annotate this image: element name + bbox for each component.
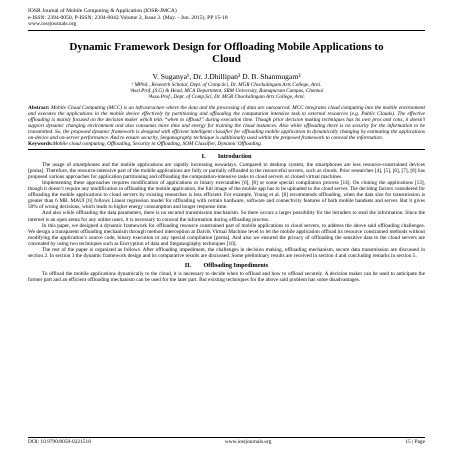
- paragraph: Implementing these approaches requires modification of applications or binary executables [6], [8] or some special compilation process [14]. On cloning the applications [13], though it doesn’t require any modification in offloading the mobile application, the full image of the mobile app has to be uploaded to the cloud server. The deciding factors considered for offloading the mobile applications to cloud servers by existing researches is less efficient. For example, Young et al. [8] recommends offloading, when the data size for transmission is greater than 6 MB. MAUI [6] follows Linear regression model for offloading with certain hardware, software and connectivity features of both mobile handsets and server. But it gives 50% of wrong decisions, which leads to higher energy consumption and longer response time.: [28, 180, 425, 211]
- paragraph: The usage of smartphones and the mobile applications are rapidly increasing nowadays. Compared to desktop system, the smartphones are less resource-constrained devices [poma]. Therefore, the resource-intensive part of the mobile applications are fully or partially offloaded to the resourceful servers, such as clouds. Prior researches [4], [5], [6], [7], [8] has proposed various approaches for application partitioning and offloading the computation-intensive tasks to cloud servers or cloned virtual machines.: [28, 162, 425, 181]
- keywords-text: Mobile cloud computing, Offloading, Security in Offloading, SOM Classifier, Dynamic Offloading.: [52, 141, 263, 148]
- introduction-body: [28, 162, 425, 259]
- journal-url[interactable]: www.iosrjournals.org: [28, 21, 77, 28]
- affiliation-2: ²Asst.Prof.,(S.G) & Head, MCA Department, SRM University, Ramapuram Campus, Chennai: [129, 87, 324, 94]
- footer-doi: DOI: 10.9790/0050-0221518: [28, 439, 91, 445]
- affiliation-3: ³Asso.Prof., Dept. of Comp.Sci, Dr. MGR Chockalingam Arts College, Arni.: [147, 93, 306, 100]
- journal-header: [28, 8, 425, 28]
- section-number: I.: [201, 153, 206, 161]
- abstract-text: Mobile Cloud Computing (MCC) is an infrastructure where the data and the processing of data are outsourced. MCC integrates cloud computing into the mobile environment and executes the applications in the mobile device effectively by partitioning and offloading the computation intensive task to external resources (e.g. Public Clouds). The effective offloading is mainly focused on the decision maker which tells “when to offload” during execution time. Though prior decision making techniques has its own pros and cons, it doesn’t support dynamic changing environment and also consumes more time and energy for training the cloud instances. Also while offloading there is no security for the information to be transmitted. So, the proposed dynamic framework is designed with efficient intelligent classifier for offloading mobile application in dynamically changing by estimating the applications on-device and on-server performance. And to ensure security, Steganography technique is additionally used within the proposed framework to conceal the information.: [28, 104, 425, 142]
- affiliation-1: ¹ MPhil., Research Scholar, Dept. of Comp.Sci, Dr. MGR Chockalingam Arts College, Arni.: [131, 81, 322, 88]
- section-heading-impediments: [28, 262, 425, 269]
- paragraph: In this paper, we designed a dynamic framework for offloading resource constrained part of mobile applications to cloud servers, to address the above said offloading challenges. We design a transparent offloading mechanism through method interception at Dalvik Virtual Machine level to let the mobile application offload its resource constrained methods without modifying the application’s source code, binary execution or any special compilation [poma]. And also we ensured the privacy of offloading the sensitive data to the cloud servers are concealed by using two techniques such as Encryption of data and Steganography techniques [10].: [28, 222, 425, 247]
- footer-site[interactable]: www.iosrjournals.org: [224, 439, 272, 445]
- page-footer: [28, 437, 425, 445]
- paper-authors: V. Suganya¹, Dr. J.Dhillipan² D. B. Shanmugam³: [152, 71, 301, 81]
- footer-page: 15 | Page: [405, 439, 425, 445]
- keywords: [28, 141, 425, 147]
- keywords-label: Keywords:: [28, 141, 53, 148]
- section-title: Introduction: [217, 153, 252, 161]
- section-title: Offloading Impediments: [203, 261, 269, 269]
- paragraph: And also while offloading the data parameters, there is no secured transmission mechanism. So there occurs a larger possibility for the intruders to steal the information. Since the internet is an open arena for any online users, it is necessary to conceal the information during offloading process.: [28, 210, 425, 223]
- paper-title: Dynamic Framework Design for Offloading Mobile Applications to Cloud: [69, 40, 384, 66]
- section-number: II.: [184, 261, 192, 269]
- section-heading-introduction: [28, 153, 425, 160]
- header-rule: [28, 30, 425, 31]
- abstract: [28, 105, 425, 141]
- abstract-rule: [28, 149, 425, 150]
- journal-issn: e-ISSN: 2394-0050, P-ISSN: 2394-0042.Volume 2, Issue 2. (May. - Jun. 2015), PP 15-18: [28, 14, 228, 21]
- paragraph: To offload the mobile applications dynamically to the cloud, it is necessary to decide when to offload and how to offload securely. A decision maker can be used to anticipate the former part and an efficient offloading mechanism can be used for the later part. But existing techniques for the above said problem has some disadvantages.: [28, 270, 425, 283]
- affiliations: [28, 82, 425, 100]
- paragraph: The rest of the paper is organized as follows. After offloading impediment, the challenges in decision making, offloading mechanism, secure data transmission are discussed in section 2. In section 3 the dynamic framework design and its comparative results are discussed. Some preliminary results are received in section 4 and concluding remarks in section 5.: [28, 246, 425, 259]
- journal-name: IOSR Journal of Mobile Computing & Application (IOSR-JMCA): [28, 8, 177, 14]
- abstract-label: Abstract:: [28, 104, 50, 111]
- impediments-body: [28, 271, 425, 283]
